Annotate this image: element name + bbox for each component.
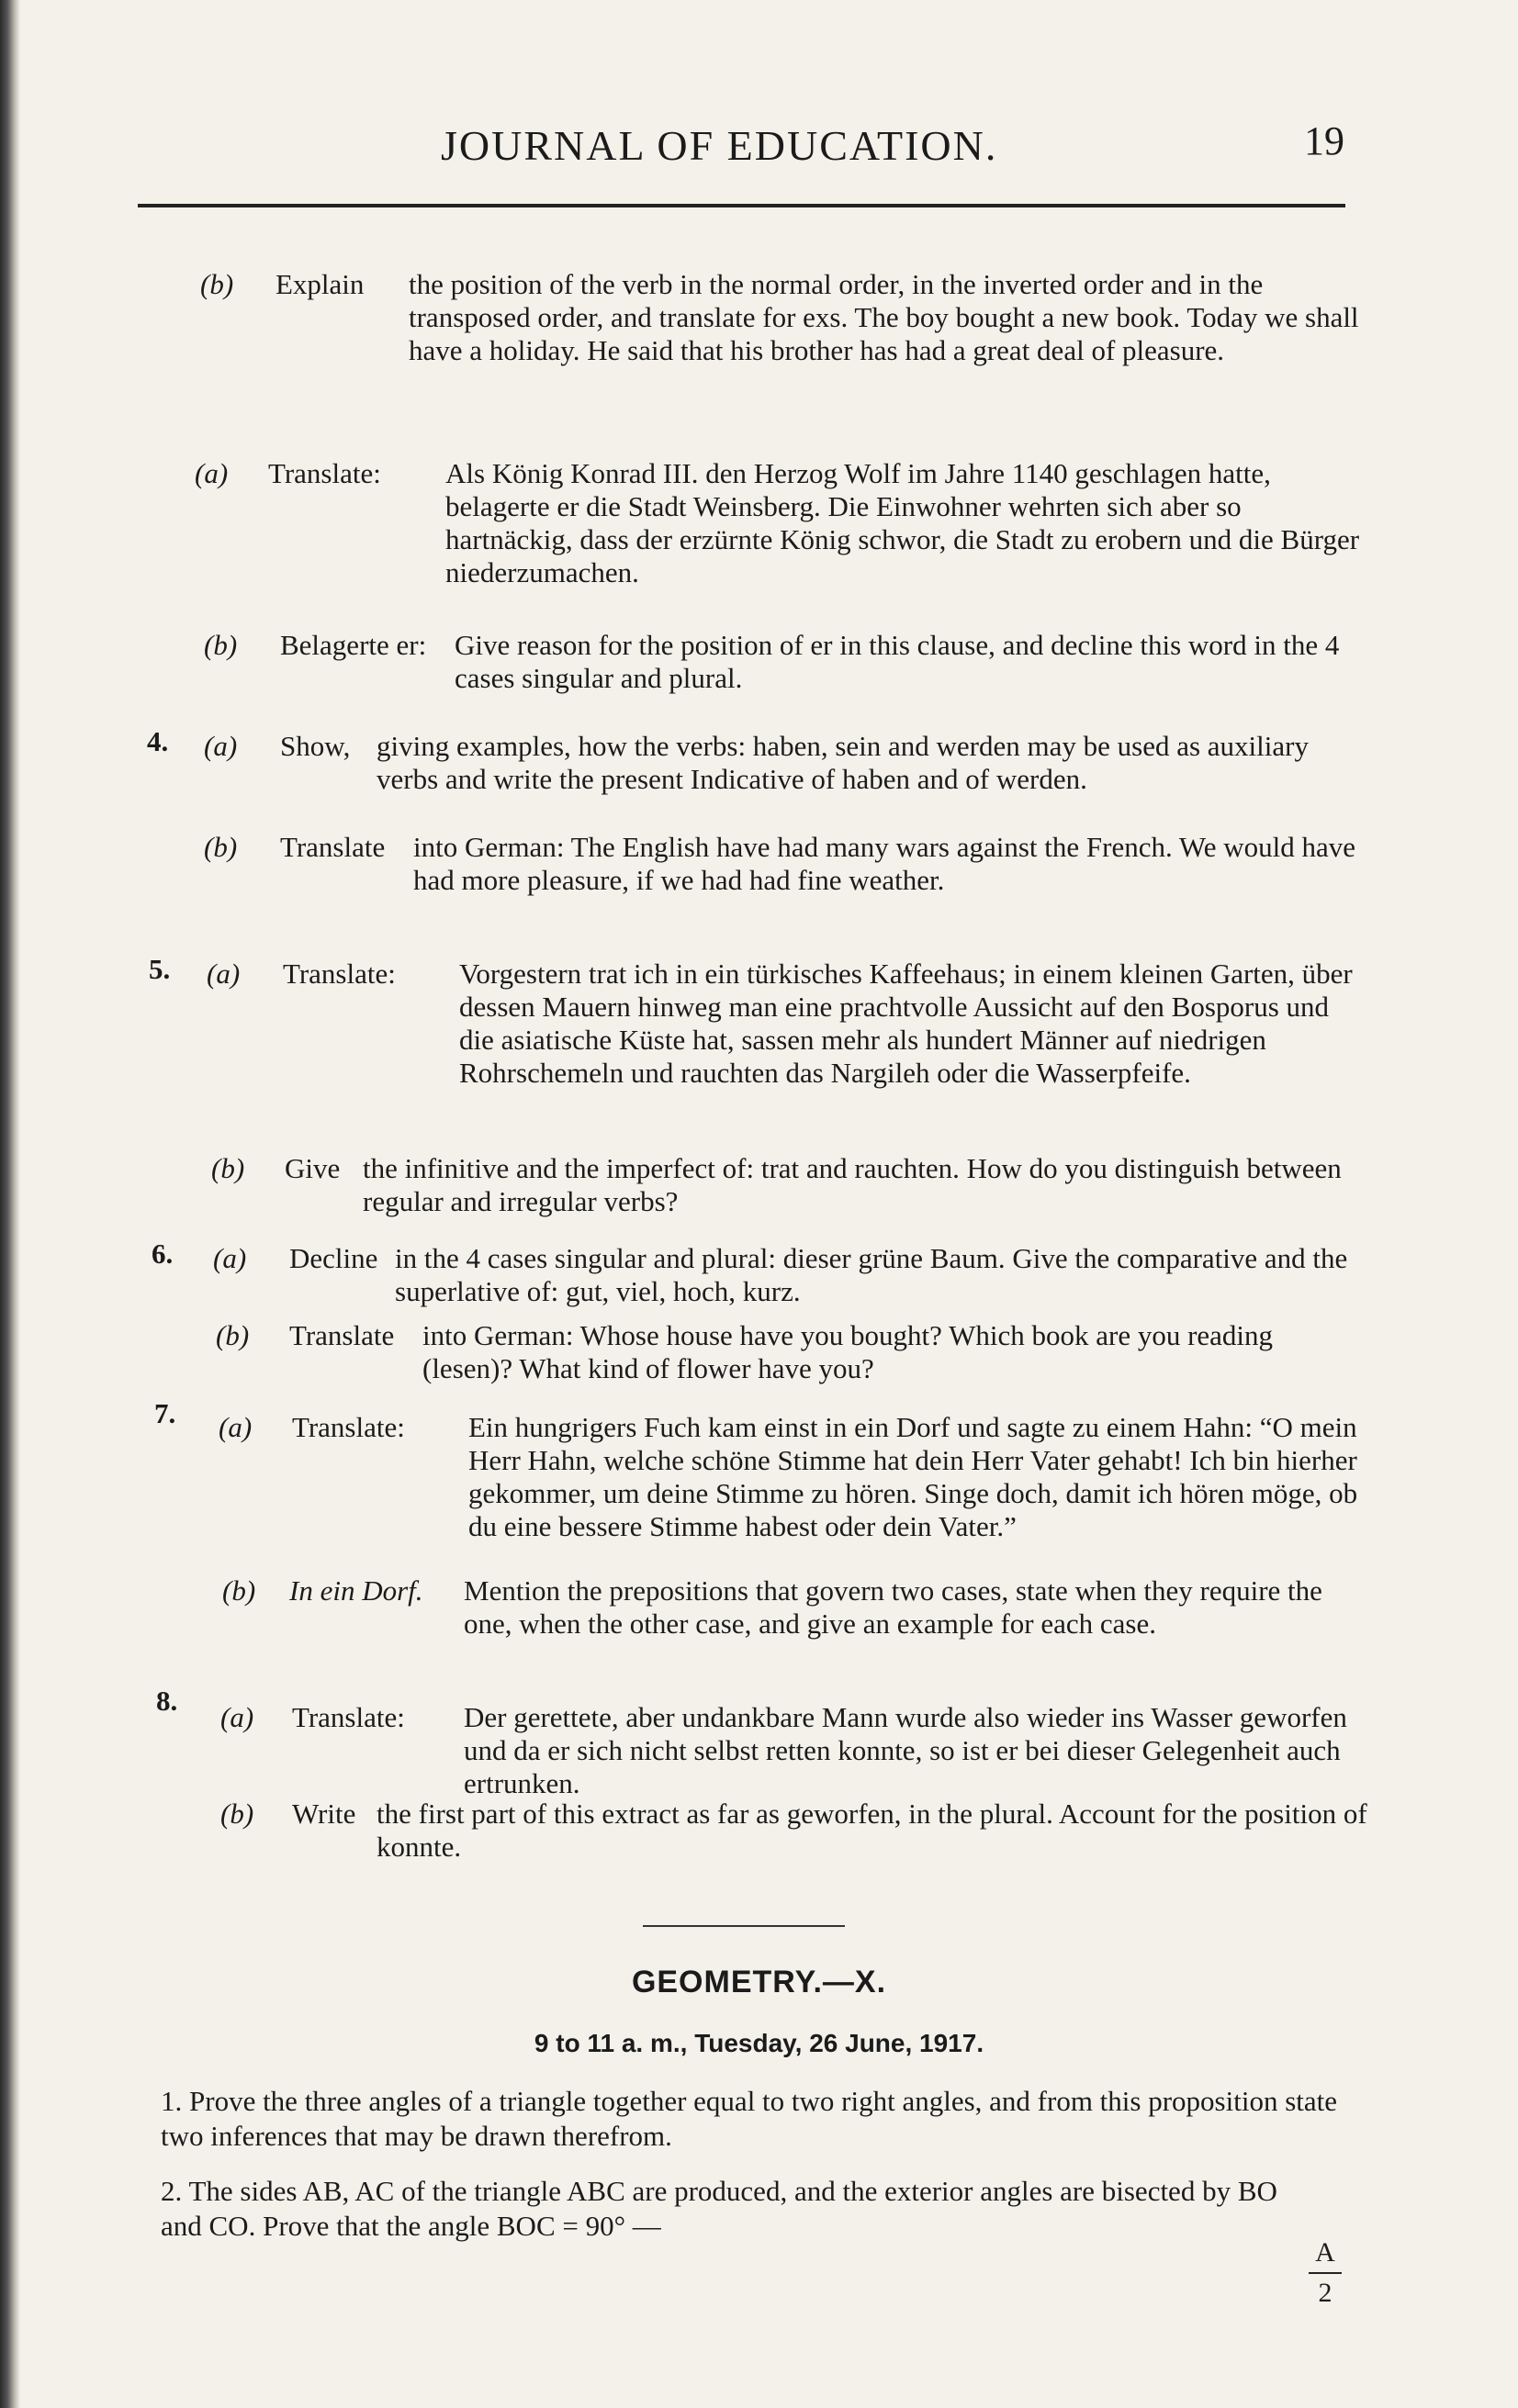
part-text: Mention the prepositions that govern two cases, state when they require the one, when the other case, and give an example for each case. [464,1574,1322,1640]
question-number: 6. [152,1238,174,1270]
fraction-bar [1309,2272,1342,2274]
part-text: the infinitive and the imperfect of: trat and rauchten. How do you distinguish between regular and irregular verbs? [363,1152,1342,1217]
part-command: Explain [275,268,365,300]
section-title: GEOMETRY.—X. [631,1965,887,1999]
question-number: 1. [161,2085,183,2117]
part-command: Belagerte er: [280,629,427,661]
question-number: 8. [156,1685,178,1717]
journal-title: JOURNAL OF EDUCATION. [441,122,998,169]
fraction-numerator: A [1315,2237,1335,2268]
question-number: 7. [154,1397,176,1429]
part-command: Translate [289,1319,395,1351]
part-text: into German: Whose house have you bought? Which book are you reading (lesen)? What kind of flower have you? [422,1319,1274,1384]
part-text: the position of the verb in the normal order, in the inverted order and in the transposed order, and translate for exs. The boy bought a new book. Today we shall have a holiday. He said that his brother has had a great deal of pleasure. [409,268,1359,366]
part-label: (b) [200,268,234,300]
exam-time: 9 to 11 a. m., Tuesday, 26 June, 1917. [534,2029,984,2057]
part-label: (b) [211,1152,245,1184]
question-text: Prove the three angles of a triangle together equal to two right angles, and from this proposition state two inferences that may be drawn therefrom. [161,2085,1338,2152]
question-number: 5. [149,953,171,985]
part-label: (a) [219,1411,253,1443]
part-text: Als König Konrad III. den Herzog Wolf im Jahre 1140 geschlagen hatte, belagerte er die Stadt Weinsberg. Die Einwohner wehrten sich aber so hartnäckig, dass der erzürnte König schwor, die Stadt zu erobern und die Bürger niederzumachen. [445,457,1360,588]
part-label: (a) [220,1701,254,1733]
part-command: Write [292,1798,356,1830]
header-rule [138,204,1345,207]
fraction-a-over-2 [1309,2237,1342,2309]
part-command: Translate: [268,457,381,489]
geometry-question-1 [161,2084,1373,2154]
part-command: Give [285,1152,341,1184]
question-number: 2. [161,2175,183,2207]
part-label: (a) [213,1242,247,1274]
part-text: Vorgestern trat ich in ein türkisches Kaffeehaus; in einem kleinen Garten, über dessen Mauern hinweg man eine prachtvolle Aussicht auf den Bosporus und die asiatische Küste hat, sassen mehr als hundert Männer auf niedrigen Rohrschemeln und rauchten das Nargileh oder die Wasserpfeife. [459,958,1353,1089]
part-command: Decline [289,1242,378,1274]
part-command: Translate: [292,1411,405,1443]
part-label: (a) [195,457,229,489]
part-command: Translate [280,831,386,863]
part-label: (a) [207,958,241,990]
part-label: (b) [204,629,238,661]
question-text: The sides AB, AC of the triangle ABC are produced, and the exterior angles are bisected by BO and CO. Prove that the angle BOC = 90° — [161,2175,1277,2242]
part-text: in the 4 cases singular and plural: dieser grüne Baum. Give the comparative and the superlative of: gut, viel, hoch, kurz. [395,1242,1348,1307]
section-divider [643,1925,845,1927]
part-text: the first part of this extract as far as geworfen, in the plural. Account for the position of konnte. [377,1798,1367,1863]
part-text: Give reason for the position of er in this clause, and decline this word in the 4 cases singular and plural. [455,629,1340,694]
page-number: 19 [1304,118,1344,163]
part-label: (b) [222,1574,256,1607]
part-command: Translate: [283,958,396,990]
part-label: (b) [220,1798,254,1830]
geometry-question-2 [161,2174,1290,2244]
part-text: into German: The English have had many wars against the French. We would have had more pleasure, if we had had fine weather. [413,831,1355,896]
part-label: (a) [204,730,238,762]
part-label: (b) [216,1319,250,1351]
part-text: Der gerettete, aber undankbare Mann wurde also wieder ins Wasser geworfen und da er sich nicht selbst retten konnte, so ist er bei dieser Gelegenheit auch ertrunken. [464,1701,1347,1799]
fraction-denominator: 2 [1318,2278,1332,2308]
part-text: giving examples, how the verbs: haben, sein and werden may be used as auxiliary verbs and write the present Indicative of haben and of werden. [377,730,1309,795]
part-label: (b) [204,831,238,863]
part-command: Translate: [292,1701,405,1733]
part-command: Show, [280,730,351,762]
part-text: Ein hungrigers Fuch kam einst in ein Dorf und sagte zu einem Hahn: “O mein Herr Hahn, welche schöne Stimme hat dein Herr Vater gehabt! Ich bin hierher gekommer, um deine Stimme zu hören. Singe doch, damit ich hören möge, ob du eine bessere Stimme habest oder dein Vater.” [468,1411,1358,1542]
part-command: In ein Dorf. [289,1574,423,1607]
question-number: 4. [147,725,169,757]
